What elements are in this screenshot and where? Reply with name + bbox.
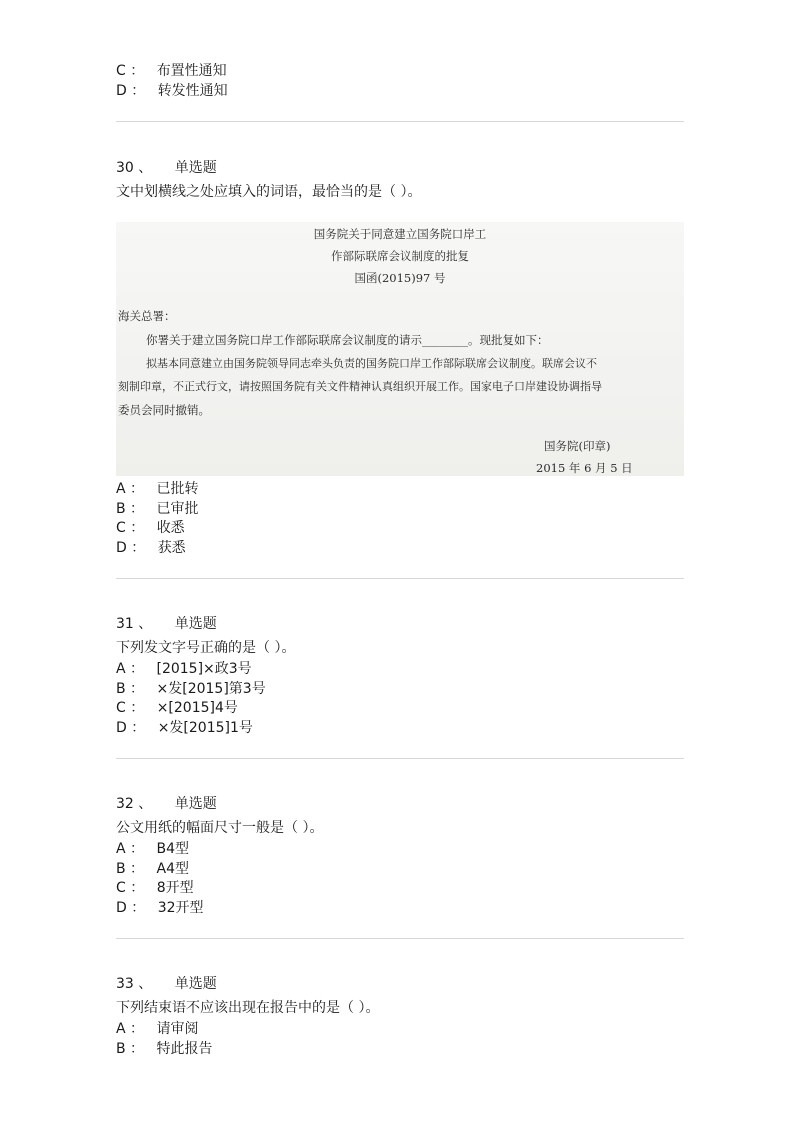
option-d (116, 538, 186, 558)
doc-addressee: 海关总署： (118, 309, 176, 323)
question-divider (116, 578, 684, 579)
option-letter: C ： (116, 63, 145, 79)
option-text: ×发[2015]1号 (157, 720, 253, 736)
option-letter: A ： (116, 661, 145, 677)
doc-title-line2: 作部际联席会议制度的批复 (331, 249, 469, 263)
option-a (116, 839, 189, 859)
question-number: 32 、 (116, 796, 153, 812)
question-stem: 下列结束语不应该出现在报告中的是（ ）。 (116, 1000, 380, 1016)
option-b (116, 679, 266, 699)
option-text: 已审批 (156, 501, 199, 517)
option-letter: B ： (116, 861, 145, 877)
option-letter: D ： (116, 720, 146, 736)
doc-para1: 你署关于建立国务院口岸工作部际联席会议制度的请示________。现批复如下： (146, 333, 549, 347)
option-text: 布置性通知 (156, 63, 227, 79)
option-text: 转发性通知 (157, 83, 228, 99)
option-text: B4型 (156, 841, 189, 857)
option-letter: B ： (116, 501, 145, 517)
question-header (116, 974, 217, 994)
option-text: A4型 (156, 861, 189, 877)
option-text: ×发[2015]第3号 (156, 681, 266, 697)
scanned-document-image (116, 222, 684, 476)
question-stem: 文中划横线之处应填入的词语，最恰当的是（ ）。 (116, 184, 422, 200)
option-text: 请审阅 (156, 1021, 199, 1037)
option-text: [2015]×政3号 (156, 661, 252, 677)
doc-signature: 国务院(印章) (544, 439, 611, 453)
doc-para2-line3: 委员会同时撤销。 (118, 403, 210, 417)
option-a (116, 659, 252, 679)
doc-para2-line1: 拟基本同意建立由国务院领导同志牵头负责的国务院口岸工作部际联席会议制度。联席会议不 (146, 357, 597, 370)
option-letter: B ： (116, 1041, 145, 1057)
doc-title-line1: 国务院关于同意建立国务院口岸工 (313, 227, 487, 241)
option-letter: A ： (116, 481, 145, 497)
question-stem: 下列发文字号正确的是（ ）。 (116, 640, 296, 656)
option-text: 8开型 (156, 880, 194, 896)
option-d (116, 718, 253, 738)
option-c (116, 698, 238, 718)
option-d (116, 898, 204, 918)
question-number: 31 、 (116, 616, 153, 632)
doc-para2-line2: 刻制印章，不正式行文，请按照国务院有关文件精神认真组织开展工作。国家电子口岸建设协调指导 (118, 380, 602, 393)
doc-date: 2015 年 6 月 5 日 (536, 461, 633, 475)
option-b (116, 1039, 213, 1059)
question-stem: 公文用纸的幅面尺寸一般是（ ）。 (116, 820, 324, 836)
option-letter: A ： (116, 841, 145, 857)
option-text: 收悉 (156, 520, 185, 536)
option-letter: A ： (116, 1021, 145, 1037)
option-d (116, 81, 228, 101)
option-letter: C ： (116, 880, 145, 896)
question-type: 单选题 (174, 160, 217, 176)
question-type: 单选题 (174, 976, 217, 992)
option-b (116, 499, 199, 519)
option-text: 32开型 (157, 900, 204, 916)
option-letter: C ： (116, 700, 145, 716)
option-text: 已批转 (156, 481, 199, 497)
question-divider (116, 121, 684, 122)
option-b (116, 859, 189, 879)
option-text: ×[2015]4号 (156, 700, 238, 716)
option-letter: D ： (116, 83, 146, 99)
option-letter: D ： (116, 900, 146, 916)
question-type: 单选题 (174, 616, 217, 632)
option-c (116, 518, 185, 538)
question-divider (116, 758, 684, 759)
option-text: 特此报告 (156, 1041, 213, 1057)
question-header (116, 794, 217, 814)
option-letter: B ： (116, 681, 145, 697)
question-number: 33 、 (116, 976, 153, 992)
question-header (116, 158, 217, 178)
doc-number: 国函(2015)97 号 (354, 271, 446, 285)
question-divider (116, 938, 684, 939)
question-type: 单选题 (174, 796, 217, 812)
option-a (116, 1019, 198, 1039)
question-header (116, 614, 217, 634)
option-c (116, 878, 194, 898)
option-letter: D ： (116, 540, 146, 556)
option-text: 获悉 (157, 540, 186, 556)
question-number: 30 、 (116, 160, 153, 176)
option-a (116, 479, 198, 499)
option-c (116, 61, 227, 81)
option-letter: C ： (116, 520, 145, 536)
